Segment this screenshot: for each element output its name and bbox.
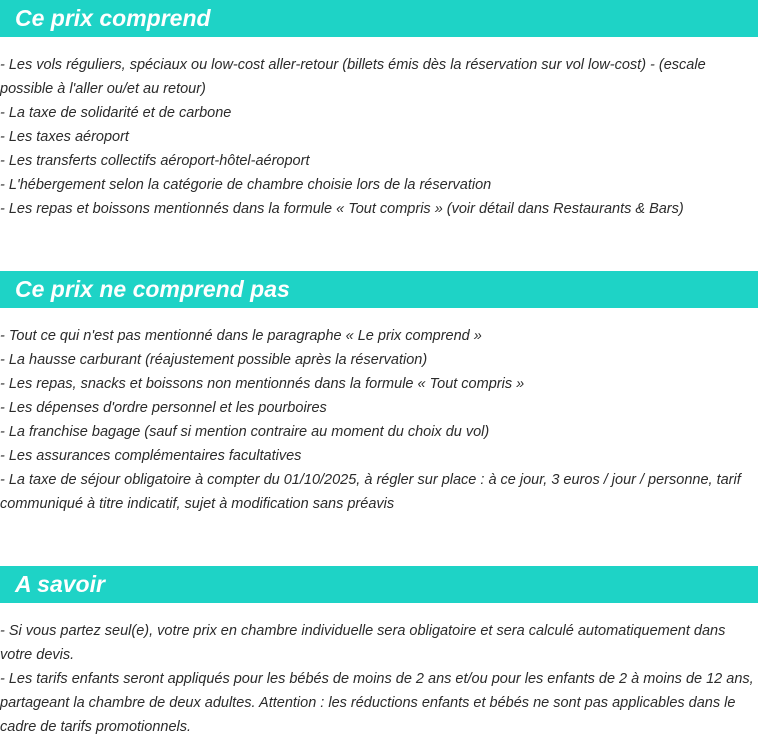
list-item: - L'hébergement selon la catégorie de chambre choisie lors de la réservation <box>0 177 492 193</box>
list-item: - Les dépenses d'ordre personnel et les pourboires <box>0 400 327 416</box>
included-list <box>0 53 756 221</box>
good-to-know-list <box>0 619 756 739</box>
list-item: - Les repas, snacks et boissons non mentionnés dans la formule « Tout compris » <box>0 376 525 392</box>
list-item: - Les transferts collectifs aéroport-hôtel-aéroport <box>0 153 310 169</box>
list-item: - Les assurances complémentaires facultatives <box>0 448 302 464</box>
section-title-good-to-know: A savoir <box>0 566 758 603</box>
list-item: - La hausse carburant (réajustement possible après la réservation) <box>0 352 428 368</box>
list-item: - Si vous partez seul(e), votre prix en chambre individuelle sera obligatoire et sera calculé automatiquement dans votre devis. <box>0 623 726 663</box>
list-item: - Les tarifs enfants seront appliqués pour les bébés de moins de 2 ans et/ou pour les enfants de 2 à moins de 12 ans, partageant la chambre de deux adultes. Attention : les réductions enfants et bébés ne sont pas applicables dans le cadre de tarifs promotionnels. <box>0 671 754 735</box>
list-item: - La taxe de séjour obligatoire à compter du 01/10/2025, à régler sur place : à ce jour, 3 euros / jour / personne, tarif communiqué à titre indicatif, sujet à modification sans préavis <box>0 472 741 512</box>
list-item: - Les vols réguliers, spéciaux ou low-cost aller-retour (billets émis dès la réservation sur vol low-cost) - (escale possible à l'aller ou/et au retour) <box>0 57 706 97</box>
list-item: - Les repas et boissons mentionnés dans la formule « Tout compris » (voir détail dans Restaurants & Bars) <box>0 201 684 217</box>
list-item: - La taxe de solidarité et de carbone <box>0 105 232 121</box>
list-item: - La franchise bagage (sauf si mention contraire au moment du choix du vol) <box>0 424 490 440</box>
not-included-list <box>0 324 756 516</box>
section-title-not-included: Ce prix ne comprend pas <box>0 271 758 308</box>
list-item: - Les taxes aéroport <box>0 129 129 145</box>
list-item: - Tout ce qui n'est pas mentionné dans le paragraphe « Le prix comprend » <box>0 328 482 344</box>
section-title-included: Ce prix comprend <box>0 0 758 37</box>
